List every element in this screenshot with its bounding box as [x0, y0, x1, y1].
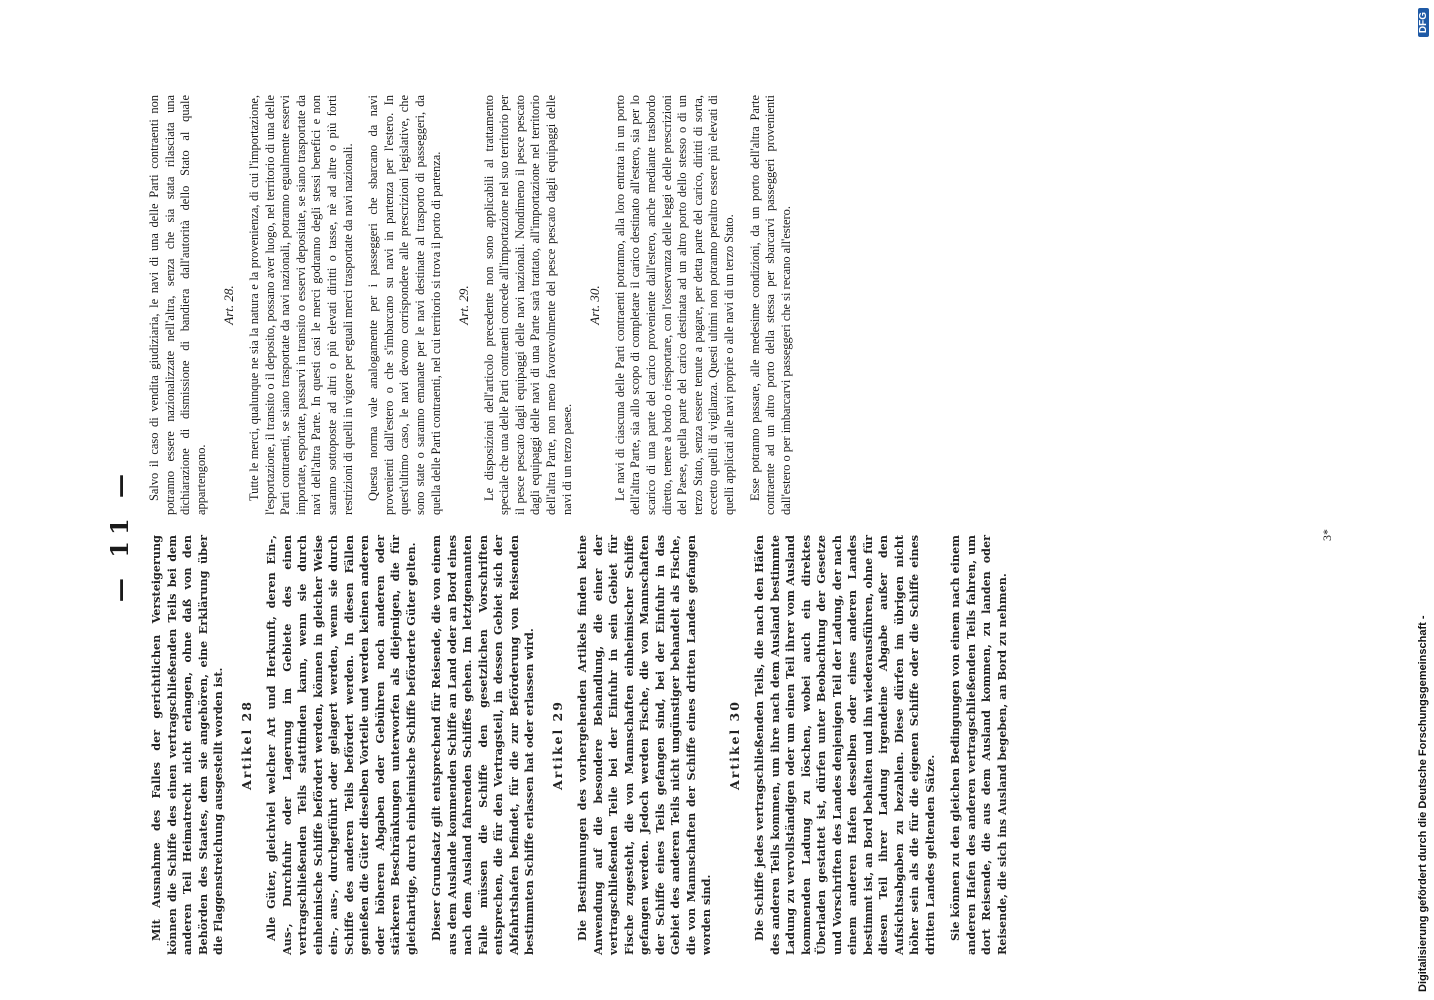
italian-intro: Salvo il caso di vendita giudiziaria, le navi di una delle Parti contraenti non potranno essere nazionalizzate nell'altra, senza che sia stata rilasciata una dichiarazione di dismissione di bandiera dall'autorità dello Stato al quale appartengono.: [147, 95, 208, 515]
italian-art28-heading: Art. 28.: [221, 285, 237, 325]
side-credit: [1414, 8, 1432, 992]
signature-mark: 3*: [1320, 529, 1334, 541]
italian-art30-paragraph-2: Esse potranno passare, alle medesime condizioni, da un porto dell'altra Parte contraente ad un altro porto della stessa per sbarcarvi passeggeri provenienti dall'estero o per imbarcarvi passeggeri che si recano all'estero.: [747, 95, 793, 515]
german-art30-paragraph-1: Die Schiffe jedes vertragschließenden Teils, die nach den Häfen des anderen Teils kommen, um ihre nach dem Ausland bestimmte Ladung zu vervollständigen oder um einen Teil ihrer vom Ausland kommenden Ladung zu löschen, wobei auch ein direktes Überladen gestattet ist, dürfen unter Beobachtung der Gesetze und Vorschriften des Landes denjenigen Teil der Ladung, der nach einem anderen Hafen desselben oder eines anderen Landes bestimmt ist, an Bord behalten und ihn wiederausführen, ohne für diesen Teil ihrer Ladung irgendeine Abgabe außer den Aufsichtsabgaben zu bezahlen. Diese dürfen im übrigen nicht höher sein als die für die eigenen Schiffe oder die Schiffe eines dritten Landes geltenden Sätze.: [752, 535, 937, 955]
german-art30-heading: Artikel 30: [726, 700, 742, 790]
italian-art29-paragraph-1: Le disposizioni dell'articolo precedente non sono applicabili al trattamento speciale che una delle Parti contraenti concede all'importazione nel suo territorio per il pesce pescato dagli equipaggi delle navi nazionali. Nondimeno il pesce pescato dagli equipaggi delle navi di una Parte sarà trattato, all'importazione nel territorio dell'altra Parte, non meno favorevolmente del pesce pescato dagli equipaggi delle navi di un terzo paese.: [481, 95, 574, 515]
page-number: — 11 —: [105, 467, 134, 603]
german-art29-heading: Artikel 29: [549, 700, 565, 790]
german-art28-heading: Artikel 28: [238, 700, 254, 790]
italian-art28-paragraph-1: Tutte le merci, qualunque ne sia la natura e la provenienza, di cui l'importazione, l'esportazione, il transito o il deposito, possano aver luogo, nel territorio di una delle Parti contraenti, se siano trasportate da navi nazionali, potranno egualmente esservi importate, esportate, passarvi in transito o esservi depositate, se siano trasportate da navi dell'altra Parte. In questi casi le merci godranno degli stessi benefici e non saranno sottoposte ad altri o più elevati diritti o tasse, nè ad altre o più forti restrizioni di quelli in vigore per eguali merci trasportate da navi nazionali.: [246, 95, 355, 515]
dfg-badge: DFG: [1418, 8, 1429, 37]
german-intro: Mit Ausnahme des Falles der gerichtlichen Versteigerung können die Schiffe des einen vertragschließenden Teils bei dem anderen Teil Heimatrecht nicht erlangen, ohne daß von den Behörden des Staates, dem sie angehören, eine Erklärung über die Flaggenstreichung ausgestellt worden ist.: [149, 535, 225, 955]
italian-column: [147, 95, 804, 515]
german-art28-paragraph-1: Alle Güter, gleichviel welcher Art und Herkunft, deren Ein-, Aus-, Durchfuhr oder Lagerung im Gebiete des einen vertragschließenden Teils stattfinden kann, wenn sie durch einheimische Schiffe befördert werden, können in gleicher Weise ein-, aus-, durchgeführt oder gelagert werden, wenn sie durch Schiffe des anderen Teils befördert werden. In diesen Fällen genießen die Güter dieselben Vorteile und werden keinen anderen oder höheren Abgaben oder Gebühren noch anderen oder stärkeren Beschränkungen unterworfen als diejenigen, die für gleichartige, durch einheimische Schiffe beförderte Güter gelten.: [264, 535, 418, 955]
credit-text: Digitalisierung gefördert durch die Deutsche Forschungsgemeinschaft -: [1417, 615, 1429, 992]
italian-art28-paragraph-2: Questa norma vale analogamente per i passeggeri che sbarcano da navi provenienti dall'estero o che s'imbarcano su navi in partenza per l'estero. In quest'ultimo caso, le navi devono corrispondere alle prescrizioni legislative, che sono state o saranno emanate per le navi destinate al trasporto di passeggeri, da quella delle Parti contraenti, nel cui territorio si trova il porto di partenza.: [366, 95, 443, 515]
german-art28-paragraph-2: Dieser Grundsatz gilt entsprechend für Reisende, die von einem aus dem Auslande kommenden Schiffe an Land oder an Bord eines nach dem Ausland fahrenden Schiffes gehen. Im letztgenannten Falle müssen die Schiffe den gesetzlichen Vorschriften entsprechen, die für den Vertragsteil, in dessen Gebiet sich der Abfahrtshafen befindet, für die zur Beförderung von Reisenden bestimmten Schiffe erlassen hat oder erlassen wird.: [429, 535, 536, 955]
german-column: [147, 535, 1020, 955]
italian-art30-heading: Art. 30.: [587, 285, 603, 325]
german-art30-paragraph-2: Sie können zu den gleichen Bedingungen von einem nach einem anderen Hafen des anderen vertragschließenden Teils fahren, um dort Reisende, die aus dem Ausland kommen, zu landen oder Reisende, die sich ins Ausland begeben, an Bord zu nehmen.: [948, 535, 1009, 955]
rotated-page: [105, 85, 1335, 985]
italian-art29-heading: Art. 29.: [456, 285, 472, 325]
italian-art30-paragraph-1: Le navi di ciascuna delle Parti contraenti potranno, alla loro entrata in un porto dell'altra Parte, sia allo scopo di completare il carico destinato all'estero, sia per lo scarico di una parte del carico proveniente dall'estero, anche mediante trasbordo diretto, tenere a bordo o riesportare, con l'osservanza delle leggi e delle prescrizioni del Paese, quella parte del carico destinata ad un altro porto dello stesso o di un terzo Stato, senza essere tenute a pagare, per detta parte del carico, diritti di sorta, eccetto quelli di vigilanza. Questi ultimi non potranno peraltro essere più elevati di quelli applicati alle navi proprie o alle navi di un terzo Stato.: [612, 95, 736, 515]
german-art29-paragraph-1: Die Bestimmungen des vorhergehenden Artikels finden keine Anwendung auf die besondere Behandlung, die einer der vertragschließenden Teile bei der Einfuhr in sein Gebiet für Fische zugesteht, die von Mannschaften einheimischer Schiffe gefangen werden. Jedoch werden Fische, die von Mannschaften der Schiffe eines Teils gefangen sind, bei der Einfuhr in das Gebiet des anderen Teils nicht ungünstiger behandelt als Fische, die von Mannschaften der Schiffe eines dritten Landes gefangen worden sind.: [575, 535, 713, 955]
